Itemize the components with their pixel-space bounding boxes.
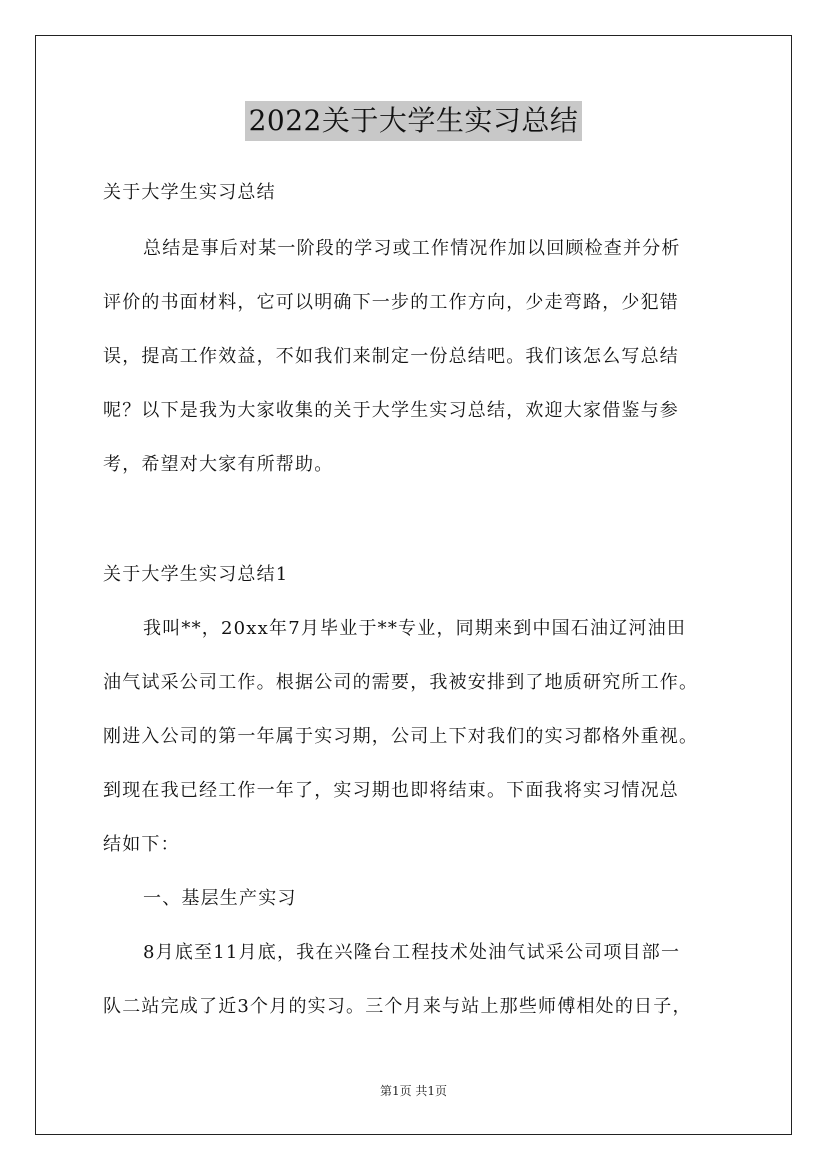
title-container: [0, 101, 827, 141]
body-line-2: 油气试采公司工作。根据公司的需要，我被安排到了地质研究所工作。: [103, 672, 699, 693]
subsection-line-2: 队二站完成了近3个月的实习。三个月来与站上那些师傅相处的日子，: [103, 996, 692, 1017]
body-line-4: 到现在我已经工作一年了，实习期也即将结束。下面我将实习情况总: [103, 780, 679, 801]
intro-line-3: 误，提高工作效益，不如我们来制定一份总结吧。我们该怎么写总结: [103, 346, 679, 367]
page-footer: 第1页 共1页: [379, 1084, 448, 1098]
subsection-heading: 一、基层生产实习: [143, 888, 297, 909]
intro-line-1: 总结是事后对某一阶段的学习或工作情况作加以回顾检查并分析: [143, 238, 681, 259]
section-heading: 关于大学生实习总结1: [103, 564, 289, 585]
document-title: 2022关于大学生实习总结: [245, 101, 583, 141]
intro-line-4: 呢？以下是我为大家收集的关于大学生实习总结，欢迎大家借鉴与参: [103, 400, 679, 421]
body-line-1: 我叫**，20xx年7月毕业于**专业，同期来到中国石油辽河油田: [143, 618, 687, 639]
intro-line-2: 评价的书面材料，它可以明确下一步的工作方向，少走弯路，少犯错: [103, 292, 679, 313]
body-line-3: 刚进入公司的第一年属于实习期，公司上下对我们的实习都格外重视。: [103, 726, 699, 747]
intro-line-5: 考，希望对大家有所帮助。: [103, 454, 334, 475]
subtitle-heading: 关于大学生实习总结: [103, 182, 276, 203]
body-line-5: 结如下：: [103, 834, 180, 855]
subsection-line-1: 8月底至11月底，我在兴隆台工程技术处油气试采公司项目部一: [143, 942, 681, 963]
